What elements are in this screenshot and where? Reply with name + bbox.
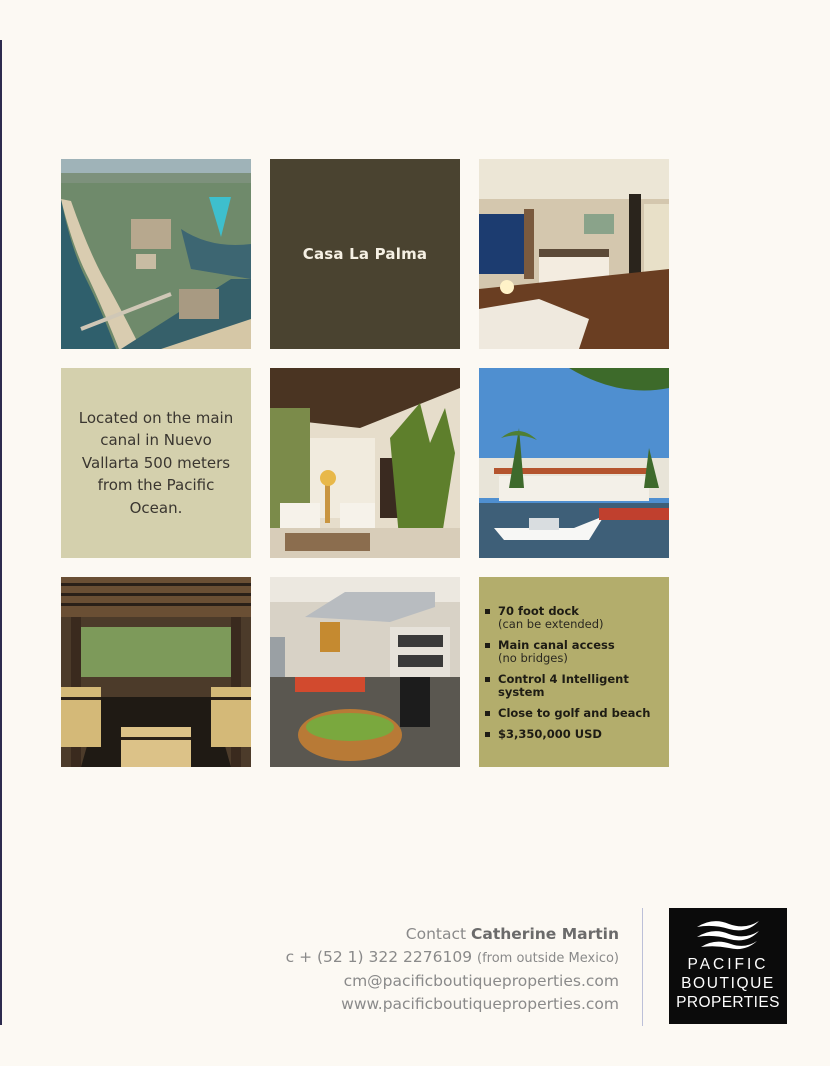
property-description: Located on the main canal in Nuevo Vallarta 500 meters from the Pacific Ocean. bbox=[78, 408, 234, 517]
phone-note: (from outside Mexico) bbox=[477, 950, 619, 966]
feature-note: (can be extended) bbox=[498, 617, 604, 631]
kitchen-photo bbox=[270, 577, 460, 767]
wave-icon bbox=[695, 918, 761, 950]
feature-item bbox=[485, 605, 669, 631]
contact-phone[interactable]: c + (52 1) 322 2276109 bbox=[285, 947, 473, 966]
feature-item bbox=[485, 728, 669, 741]
contact-name: Catherine Martin bbox=[471, 925, 619, 943]
logo-wordmark bbox=[669, 955, 787, 1012]
contact-divider bbox=[642, 908, 643, 1026]
title-tile bbox=[270, 159, 460, 349]
features-tile bbox=[479, 577, 669, 767]
bedroom-photo bbox=[479, 159, 669, 349]
page-edge-line bbox=[0, 40, 2, 1025]
bullet-square-icon bbox=[485, 732, 490, 737]
logo-line-2: BOUTIQUE bbox=[681, 975, 775, 992]
contact-line bbox=[286, 923, 619, 946]
feature-label: Control 4 Intelligent system bbox=[498, 672, 629, 699]
feature-label: 70 foot dock bbox=[498, 604, 579, 618]
company-logo bbox=[669, 908, 787, 1024]
exterior-boat-photo bbox=[479, 368, 669, 558]
features-list bbox=[479, 577, 669, 741]
feature-note: (no bridges) bbox=[498, 651, 568, 665]
contact-email[interactable]: cm@pacificboutiqueproperties.com bbox=[343, 972, 619, 990]
feature-item bbox=[485, 707, 669, 720]
phone-line bbox=[286, 946, 619, 971]
aerial-photo bbox=[61, 159, 251, 349]
feature-label: Main canal access bbox=[498, 638, 615, 652]
feature-label: Close to golf and beach bbox=[498, 706, 651, 720]
contact-block bbox=[286, 923, 619, 1015]
living-room-photo bbox=[270, 368, 460, 558]
property-title: Casa La Palma bbox=[302, 245, 428, 263]
outdoor-dining-photo bbox=[61, 577, 251, 767]
bullet-square-icon bbox=[485, 609, 490, 614]
feature-item bbox=[485, 639, 669, 665]
feature-item bbox=[485, 673, 669, 699]
description-tile bbox=[61, 368, 251, 558]
logo-line-1: PACIFIC bbox=[687, 956, 769, 973]
bullet-square-icon bbox=[485, 677, 490, 682]
contact-prefix: Contact bbox=[405, 925, 467, 943]
contact-website[interactable]: www.pacificboutiqueproperties.com bbox=[341, 994, 619, 1013]
feature-price: $3,350,000 USD bbox=[498, 727, 602, 741]
bullet-square-icon bbox=[485, 643, 490, 648]
logo-line-3: PROPERTIES bbox=[676, 994, 780, 1011]
bullet-square-icon bbox=[485, 711, 490, 716]
